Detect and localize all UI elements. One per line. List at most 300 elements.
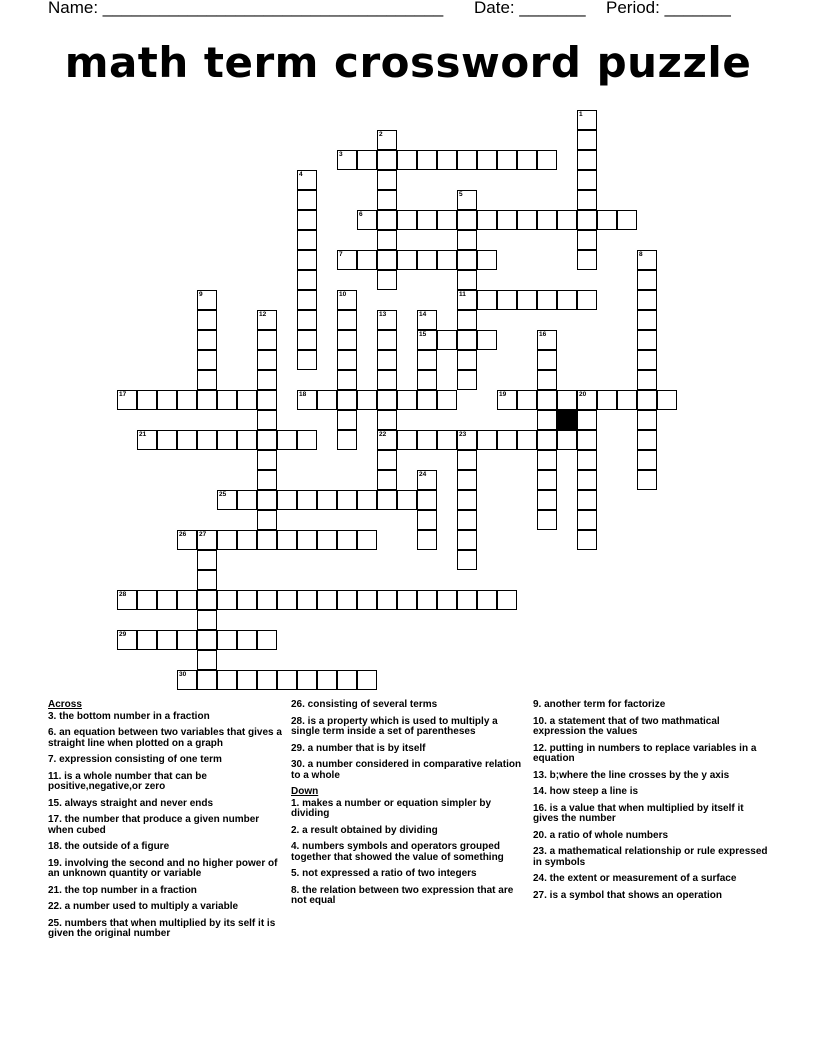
clue-across: 29. a number that is by itself bbox=[291, 742, 426, 754]
crossword-cell[interactable] bbox=[597, 210, 617, 230]
crossword-cell[interactable] bbox=[457, 310, 477, 330]
crossword-cell[interactable] bbox=[497, 150, 517, 170]
crossword-cell[interactable] bbox=[317, 530, 337, 550]
crossword-cell[interactable] bbox=[517, 150, 537, 170]
crossword-cell[interactable] bbox=[537, 450, 557, 470]
crossword-cell[interactable] bbox=[577, 150, 597, 170]
crossword-cell[interactable] bbox=[457, 430, 477, 450]
crossword-cell[interactable] bbox=[577, 490, 597, 510]
crossword-cell[interactable] bbox=[417, 370, 437, 390]
crossword-cell[interactable] bbox=[437, 590, 457, 610]
crossword-cell[interactable] bbox=[537, 490, 557, 510]
crossword-cell[interactable] bbox=[637, 270, 657, 290]
period-line: Period: _______ bbox=[606, 0, 731, 17]
crossword-cell[interactable] bbox=[377, 350, 397, 370]
crossword-cell[interactable] bbox=[517, 390, 537, 410]
crossword-cell[interactable] bbox=[537, 350, 557, 370]
clue-number: 17 bbox=[119, 391, 127, 398]
crossword-cell[interactable] bbox=[117, 630, 137, 650]
crossword-cell[interactable] bbox=[437, 250, 457, 270]
crossword-cell[interactable] bbox=[337, 250, 357, 270]
crossword-cell[interactable] bbox=[477, 150, 497, 170]
crossword-cell[interactable] bbox=[137, 590, 157, 610]
name-line: Name: ____________________________________ bbox=[48, 0, 444, 17]
crossword-cell[interactable] bbox=[157, 390, 177, 410]
crossword-cell[interactable] bbox=[297, 210, 317, 230]
crossword-cell[interactable] bbox=[457, 370, 477, 390]
crossword-cell[interactable] bbox=[177, 590, 197, 610]
crossword-cell[interactable] bbox=[257, 490, 277, 510]
crossword-cell[interactable] bbox=[457, 330, 477, 350]
crossword-cell[interactable] bbox=[637, 250, 657, 270]
crossword-cell[interactable] bbox=[277, 490, 297, 510]
crossword-cell[interactable] bbox=[537, 330, 557, 350]
crossword-cell[interactable] bbox=[377, 430, 397, 450]
clue-across: 26. consisting of several terms bbox=[291, 699, 438, 710]
crossword-cell[interactable] bbox=[237, 670, 257, 690]
clue-down: 20. a ratio of whole numbers bbox=[533, 829, 669, 841]
crossword-cell[interactable] bbox=[457, 590, 477, 610]
crossword-cell[interactable] bbox=[257, 470, 277, 490]
crossword-cell[interactable] bbox=[497, 390, 517, 410]
crossword-cell[interactable] bbox=[457, 210, 477, 230]
clue-down: 24. the extent or measurement of a surface bbox=[533, 873, 737, 884]
crossword-cell[interactable] bbox=[197, 390, 217, 410]
crossword-cell[interactable] bbox=[157, 630, 177, 650]
crossword-cell[interactable] bbox=[257, 390, 277, 410]
crossword-cell[interactable] bbox=[277, 670, 297, 690]
crossword-cell[interactable] bbox=[257, 330, 277, 350]
crossword-cell[interactable] bbox=[577, 450, 597, 470]
crossword-cell[interactable] bbox=[437, 390, 457, 410]
clue-across: 15. always straight and never ends bbox=[48, 797, 214, 809]
clue-number: 23 bbox=[459, 431, 467, 438]
crossword-cell[interactable] bbox=[377, 230, 397, 250]
crossword-cell[interactable] bbox=[577, 430, 597, 450]
crossword-cell[interactable] bbox=[457, 510, 477, 530]
crossword-cell[interactable] bbox=[337, 350, 357, 370]
crossword-cell[interactable] bbox=[477, 250, 497, 270]
crossword-cell[interactable] bbox=[537, 150, 557, 170]
clue-number: 19 bbox=[499, 391, 507, 398]
clue-down: 8. the relation between two expression that are not equal bbox=[291, 884, 514, 906]
clue-across: 17. the number that produce a given number when cubed bbox=[48, 814, 260, 836]
crossword-cell[interactable] bbox=[157, 430, 177, 450]
crossword-cell[interactable] bbox=[497, 590, 517, 610]
crossword-cell[interactable] bbox=[137, 390, 157, 410]
clue-down: 2. a result obtained by dividing bbox=[291, 824, 438, 836]
crossword-cell[interactable] bbox=[317, 490, 337, 510]
clue-number: 7 bbox=[339, 251, 343, 258]
crossword-cell[interactable] bbox=[577, 510, 597, 530]
crossword-cell[interactable] bbox=[477, 590, 497, 610]
crossword-cell[interactable] bbox=[577, 250, 597, 270]
crossword-cell[interactable] bbox=[577, 390, 597, 410]
crossword-cell[interactable] bbox=[137, 630, 157, 650]
crossword-cell[interactable] bbox=[377, 310, 397, 330]
crossword-cell[interactable] bbox=[377, 270, 397, 290]
crossword-cell[interactable] bbox=[377, 190, 397, 210]
crossword-cell[interactable] bbox=[637, 370, 657, 390]
crossword-cell[interactable] bbox=[257, 450, 277, 470]
crossword-cell[interactable] bbox=[417, 490, 437, 510]
crossword-cell[interactable] bbox=[337, 590, 357, 610]
crossword-cell[interactable] bbox=[417, 430, 437, 450]
crossword-cell[interactable] bbox=[297, 230, 317, 250]
crossword-cell[interactable] bbox=[417, 350, 437, 370]
crossword-cell[interactable] bbox=[297, 170, 317, 190]
crossword-cell[interactable] bbox=[357, 670, 377, 690]
crossword-cell[interactable] bbox=[397, 430, 417, 450]
crossword-cell[interactable] bbox=[437, 430, 457, 450]
crossword-cell[interactable] bbox=[537, 210, 557, 230]
crossword-cell[interactable] bbox=[257, 350, 277, 370]
crossword-cell[interactable] bbox=[637, 350, 657, 370]
crossword-cell[interactable] bbox=[577, 410, 597, 430]
crossword-cell[interactable] bbox=[457, 490, 477, 510]
crossword-cell[interactable] bbox=[457, 350, 477, 370]
crossword-cell[interactable] bbox=[457, 450, 477, 470]
crossword-cell[interactable] bbox=[457, 150, 477, 170]
crossword-cell[interactable] bbox=[337, 670, 357, 690]
crossword-cell[interactable] bbox=[197, 350, 217, 370]
crossword-cell[interactable] bbox=[577, 470, 597, 490]
crossword-cell[interactable] bbox=[457, 250, 477, 270]
crossword-cell[interactable] bbox=[577, 290, 597, 310]
crossword-cell[interactable] bbox=[317, 670, 337, 690]
clue-across: 6. an equation between two variables that gives a straight line when plotted on a graph bbox=[48, 727, 282, 749]
crossword-cell[interactable] bbox=[497, 210, 517, 230]
crossword-cell[interactable] bbox=[257, 430, 277, 450]
clue-across: 7. expression consisting of one term bbox=[48, 754, 222, 765]
crossword-cell[interactable] bbox=[557, 290, 577, 310]
crossword-cell[interactable] bbox=[337, 290, 357, 310]
crossword-cell[interactable] bbox=[417, 510, 437, 530]
crossword-cell[interactable] bbox=[477, 330, 497, 350]
crossword-cell[interactable] bbox=[337, 330, 357, 350]
crossword-cell[interactable] bbox=[577, 190, 597, 210]
crossword-cell[interactable] bbox=[397, 590, 417, 610]
crossword-cell[interactable] bbox=[377, 130, 397, 150]
crossword-cell[interactable] bbox=[397, 250, 417, 270]
crossword-cell[interactable] bbox=[497, 290, 517, 310]
crossword-cell[interactable] bbox=[477, 430, 497, 450]
crossword-cell[interactable] bbox=[197, 590, 217, 610]
crossword-cell[interactable] bbox=[317, 590, 337, 610]
crossword-cell[interactable] bbox=[377, 250, 397, 270]
crossword-cell[interactable] bbox=[257, 410, 277, 430]
crossword-cell[interactable] bbox=[397, 150, 417, 170]
crossword-cell[interactable] bbox=[337, 430, 357, 450]
clue-number: 2 bbox=[379, 131, 383, 138]
crossword-cell[interactable] bbox=[577, 110, 597, 130]
clue-down: 9. another term for factorize bbox=[533, 699, 666, 710]
crossword-cell[interactable] bbox=[197, 670, 217, 690]
crossword-cell[interactable] bbox=[297, 530, 317, 550]
crossword-cell[interactable] bbox=[417, 210, 437, 230]
clue-number: 9 bbox=[199, 291, 203, 298]
crossword-cell[interactable] bbox=[637, 310, 657, 330]
crossword-cell[interactable] bbox=[417, 250, 437, 270]
clue-number: 14 bbox=[419, 311, 427, 318]
crossword-cell[interactable] bbox=[397, 390, 417, 410]
crossword-cell[interactable] bbox=[117, 390, 137, 410]
crossword-cell[interactable] bbox=[457, 290, 477, 310]
crossword-cell[interactable] bbox=[457, 530, 477, 550]
crossword-cell[interactable] bbox=[537, 510, 557, 530]
crossword-cell[interactable] bbox=[277, 590, 297, 610]
clue-number: 6 bbox=[359, 211, 363, 218]
clue-down: 1. makes a number or equation simpler by dividing bbox=[291, 797, 492, 819]
crossword-cell[interactable] bbox=[257, 370, 277, 390]
crossword-cell[interactable] bbox=[217, 430, 237, 450]
crossword-cell[interactable] bbox=[637, 470, 657, 490]
crossword-cell[interactable] bbox=[357, 590, 377, 610]
crossword-cell[interactable] bbox=[297, 430, 317, 450]
crossword-cell[interactable] bbox=[257, 510, 277, 530]
clue-across: 21. the top number in a fraction bbox=[48, 884, 197, 896]
crossword-cell[interactable] bbox=[257, 310, 277, 330]
crossword-cell[interactable] bbox=[417, 530, 437, 550]
crossword-cell[interactable] bbox=[477, 290, 497, 310]
down-heading: Down bbox=[291, 786, 319, 797]
clue-number: 22 bbox=[379, 431, 387, 438]
crossword-cell[interactable] bbox=[257, 530, 277, 550]
crossword-cell[interactable] bbox=[377, 410, 397, 430]
crossword-cell[interactable] bbox=[337, 390, 357, 410]
crossword-cell[interactable] bbox=[577, 130, 597, 150]
crossword-cell[interactable] bbox=[177, 390, 197, 410]
clue-number: 11 bbox=[459, 291, 466, 298]
crossword-cell[interactable] bbox=[577, 230, 597, 250]
crossword-cell[interactable] bbox=[577, 530, 597, 550]
crossword-cell[interactable] bbox=[517, 290, 537, 310]
clues-column-2 bbox=[291, 700, 523, 913]
crossword-cell[interactable] bbox=[177, 630, 197, 650]
clue-number: 15 bbox=[419, 331, 427, 338]
crossword-cell[interactable] bbox=[537, 370, 557, 390]
clue-number: 20 bbox=[579, 391, 587, 398]
clue-across: 11. is a whole number that can be positive,negative,or zero bbox=[48, 770, 207, 792]
crossword-cell[interactable] bbox=[417, 150, 437, 170]
crossword-cell[interactable] bbox=[537, 290, 557, 310]
crossword-cell[interactable] bbox=[437, 330, 457, 350]
clue-number: 4 bbox=[299, 171, 303, 178]
crossword-cell[interactable] bbox=[197, 630, 217, 650]
crossword-cell[interactable] bbox=[277, 530, 297, 550]
crossword-cell[interactable] bbox=[217, 670, 237, 690]
crossword-cell[interactable] bbox=[637, 450, 657, 470]
crossword-cell[interactable] bbox=[197, 570, 217, 590]
crossword-cell[interactable] bbox=[297, 270, 317, 290]
crossword-cell[interactable] bbox=[297, 330, 317, 350]
crossword-cell[interactable] bbox=[517, 210, 537, 230]
crossword-cell[interactable] bbox=[657, 390, 677, 410]
crossword-cell[interactable] bbox=[317, 390, 337, 410]
crossword-cell[interactable] bbox=[337, 490, 357, 510]
crossword-cell[interactable] bbox=[197, 290, 217, 310]
crossword-cell[interactable] bbox=[237, 490, 257, 510]
crossword-cell[interactable] bbox=[377, 470, 397, 490]
clue-down: 5. not expressed a ratio of two integers bbox=[291, 868, 477, 879]
crossword-cell[interactable] bbox=[237, 430, 257, 450]
crossword-cell[interactable] bbox=[537, 470, 557, 490]
crossword-cell[interactable] bbox=[617, 390, 637, 410]
crossword-cell[interactable] bbox=[157, 590, 177, 610]
crossword-cell[interactable] bbox=[197, 310, 217, 330]
crossword-cell[interactable] bbox=[357, 210, 377, 230]
crossword-cell[interactable] bbox=[437, 210, 457, 230]
crossword-cell[interactable] bbox=[217, 490, 237, 510]
clue-number: 5 bbox=[459, 191, 463, 198]
crossword-cell[interactable] bbox=[297, 250, 317, 270]
clue-number: 18 bbox=[299, 391, 307, 398]
clue-number: 3 bbox=[339, 151, 343, 158]
crossword-cell[interactable] bbox=[217, 630, 237, 650]
clue-across: 19. involving the second and no higher power of an unknown quantity or variable bbox=[48, 857, 278, 879]
crossword-cell[interactable] bbox=[417, 470, 437, 490]
crossword-cell[interactable] bbox=[497, 430, 517, 450]
crossword-cell[interactable] bbox=[297, 290, 317, 310]
crossword-cell[interactable] bbox=[537, 410, 557, 430]
clue-down: 14. how steep a line is bbox=[533, 786, 639, 797]
clues-column-1 bbox=[48, 700, 284, 946]
crossword-cell[interactable] bbox=[417, 590, 437, 610]
clues-column-3 bbox=[533, 700, 769, 907]
crossword-cell[interactable] bbox=[637, 410, 657, 430]
crossword-cell[interactable] bbox=[417, 330, 437, 350]
crossword-cell[interactable] bbox=[517, 430, 537, 450]
crossword-cell[interactable] bbox=[637, 430, 657, 450]
crossword-cell[interactable] bbox=[417, 390, 437, 410]
crossword-cell[interactable] bbox=[337, 150, 357, 170]
crossword-cell[interactable] bbox=[117, 590, 137, 610]
crossword-cell[interactable] bbox=[457, 230, 477, 250]
crossword-cell[interactable] bbox=[457, 270, 477, 290]
crossword-cell[interactable] bbox=[457, 190, 477, 210]
crossword-cell[interactable] bbox=[637, 330, 657, 350]
clue-number: 27 bbox=[199, 531, 207, 538]
crossword-cell[interactable] bbox=[197, 430, 217, 450]
crossword-cell[interactable] bbox=[377, 330, 397, 350]
crossword-cell[interactable] bbox=[197, 650, 217, 670]
crossword-cell[interactable] bbox=[337, 410, 357, 430]
crossword-cell[interactable] bbox=[377, 590, 397, 610]
crossword-cell[interactable] bbox=[237, 630, 257, 650]
crossword-cell[interactable] bbox=[297, 190, 317, 210]
crossword-cell[interactable] bbox=[457, 470, 477, 490]
clue-across: 3. the bottom number in a fraction bbox=[48, 710, 210, 722]
crossword-cell[interactable] bbox=[197, 330, 217, 350]
crossword-cell[interactable] bbox=[357, 530, 377, 550]
crossword-cell[interactable] bbox=[197, 610, 217, 630]
crossword-cell[interactable] bbox=[277, 430, 297, 450]
crossword-cell[interactable] bbox=[357, 150, 377, 170]
crossword-cell[interactable] bbox=[177, 530, 197, 550]
crossword-cell[interactable] bbox=[637, 390, 657, 410]
clue-across: 25. numbers that when multiplied by its self it is given the original number bbox=[48, 917, 276, 939]
crossword-cell[interactable] bbox=[417, 310, 437, 330]
crossword-cell[interactable] bbox=[537, 390, 557, 410]
crossword-cell[interactable] bbox=[297, 390, 317, 410]
crossword-cell[interactable] bbox=[577, 210, 597, 230]
crossword-cell[interactable] bbox=[297, 350, 317, 370]
crossword-cell[interactable] bbox=[297, 670, 317, 690]
crossword-cell[interactable] bbox=[257, 590, 277, 610]
crossword-cell[interactable] bbox=[197, 370, 217, 390]
crossword-cell[interactable] bbox=[257, 670, 277, 690]
crossword-cell[interactable] bbox=[597, 390, 617, 410]
crossword-cell[interactable] bbox=[237, 530, 257, 550]
crossword-cell[interactable] bbox=[437, 150, 457, 170]
crossword-cell[interactable] bbox=[397, 490, 417, 510]
crossword-cell[interactable] bbox=[297, 590, 317, 610]
clue-down: 10. a statement that of two mathmatical expression the values bbox=[533, 715, 720, 737]
crossword-cell[interactable] bbox=[377, 390, 397, 410]
crossword-cell[interactable] bbox=[217, 530, 237, 550]
clue-number: 1 bbox=[579, 111, 583, 118]
crossword-cell[interactable] bbox=[297, 490, 317, 510]
crossword-cell[interactable] bbox=[197, 530, 217, 550]
crossword-cell[interactable] bbox=[237, 390, 257, 410]
crossword-cell[interactable] bbox=[377, 170, 397, 190]
crossword-cell[interactable] bbox=[237, 590, 257, 610]
crossword-cell[interactable] bbox=[577, 170, 597, 190]
crossword-cell[interactable] bbox=[177, 670, 197, 690]
clue-number: 8 bbox=[639, 251, 643, 258]
crossword-cell[interactable] bbox=[217, 590, 237, 610]
clue-across: 28. is a property which is used to multiply a single term inside a set of parentheses bbox=[291, 715, 498, 737]
crossword-cell[interactable] bbox=[377, 150, 397, 170]
date-line: Date: _______ bbox=[474, 0, 586, 17]
clue-number: 28 bbox=[119, 591, 127, 598]
crossword-cell[interactable] bbox=[377, 210, 397, 230]
crossword-cell[interactable] bbox=[537, 430, 557, 450]
crossword-cell[interactable] bbox=[377, 370, 397, 390]
clue-down: 4. numbers symbols and operators grouped together that showed the value of something bbox=[291, 841, 504, 863]
clue-down: 16. is a value that when multiplied by itself it gives the number bbox=[533, 802, 744, 824]
clue-down: 23. a mathematical relationship or rule expressed in symbols bbox=[533, 846, 768, 868]
crossword-cell[interactable] bbox=[617, 210, 637, 230]
crossword-cell[interactable] bbox=[217, 390, 237, 410]
crossword-cell[interactable] bbox=[557, 210, 577, 230]
crossword-cell[interactable] bbox=[477, 210, 497, 230]
crossword-cell[interactable] bbox=[257, 630, 277, 650]
crossword-cell[interactable] bbox=[197, 550, 217, 570]
crossword-cell[interactable] bbox=[637, 290, 657, 310]
crossword-cell[interactable] bbox=[557, 390, 577, 410]
crossword-cell[interactable] bbox=[397, 210, 417, 230]
across-heading: Across bbox=[48, 699, 82, 710]
crossword-cell[interactable] bbox=[377, 490, 397, 510]
crossword-cell[interactable] bbox=[357, 490, 377, 510]
clue-number: 26 bbox=[179, 531, 187, 538]
clue-across: 30. a number considered in comparative relation to a whole bbox=[291, 759, 522, 781]
crossword-cell[interactable] bbox=[557, 430, 577, 450]
crossword-cell[interactable] bbox=[457, 550, 477, 570]
crossword-cell[interactable] bbox=[337, 310, 357, 330]
black-square bbox=[557, 410, 577, 430]
crossword-cell[interactable] bbox=[337, 370, 357, 390]
crossword-cell[interactable] bbox=[377, 450, 397, 470]
clue-number: 29 bbox=[119, 631, 127, 638]
crossword-cell[interactable] bbox=[297, 310, 317, 330]
crossword-cell[interactable] bbox=[137, 430, 157, 450]
crossword-cell[interactable] bbox=[337, 530, 357, 550]
crossword-cell[interactable] bbox=[357, 390, 377, 410]
crossword-cell[interactable] bbox=[357, 250, 377, 270]
crossword-cell[interactable] bbox=[177, 430, 197, 450]
